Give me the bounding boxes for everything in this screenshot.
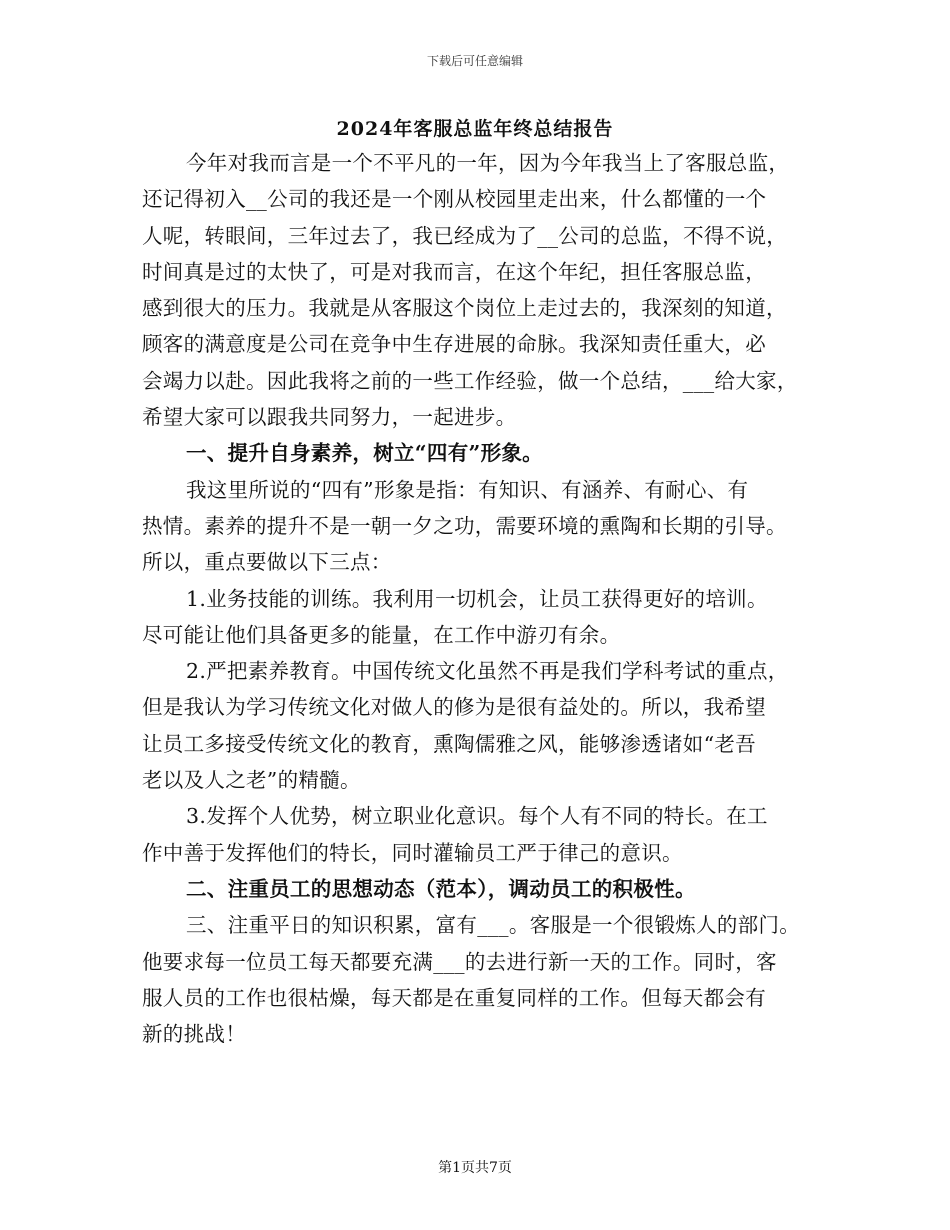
section-heading: 二、注重员工的思想动态（范本），调动员工的积极性。 xyxy=(186,876,696,901)
paragraph-line: 会竭力以赴。因此我将之前的一些工作经验，做一个总结，___给大家， xyxy=(142,368,798,393)
paragraph-line: 还记得初入__公司的我还是一个刚从校园里走出来，什么都懂的一个 xyxy=(142,187,767,212)
paragraph-line: 新的挑战！ xyxy=(142,1022,246,1047)
paragraph-line: 我这里所说的“四有”形象是指：有知识、有涵养、有耐心、有 xyxy=(186,477,749,502)
paragraph-line: 让员工多接受传统文化的教育，熏陶儒雅之风，能够渗透诸如“老吾 xyxy=(142,731,756,756)
paragraph-line: 1.业务技能的训练。我利用一切机会，让员工获得更好的培训。 xyxy=(186,586,768,611)
paragraph-line: 作中善于发挥他们的特长，同时灌输员工严于律己的意识。 xyxy=(142,840,683,865)
paragraph-line: 3.发挥个人优势，树立职业化意识。每个人有不同的特长。在工 xyxy=(186,804,768,829)
paragraph-line: 热情。素养的提升不是一朝一夕之功，需要环境的熏陶和长期的引导。 xyxy=(142,513,787,538)
paragraph-line: 所以，重点要做以下三点： xyxy=(142,550,392,575)
paragraph-line: 感到很大的压力。我就是从客服这个岗位上走过去的，我深刻的知道， xyxy=(142,296,787,321)
paragraph-line: 但是我认为学习传统文化对做人的修为是很有益处的。所以，我希望 xyxy=(142,695,766,720)
paragraph-line: 老以及人之老”的精髓。 xyxy=(142,768,361,793)
paragraph-line: 今年对我而言是一个不平凡的一年，因为今年我当上了客服总监， xyxy=(186,151,790,175)
document-title: 2024年客服总监年终总结报告 xyxy=(336,118,614,140)
paragraph-line: 人呢，转眼间，三年过去了，我已经成为了__公司的总监，不得不说， xyxy=(142,223,788,248)
paragraph-line: 2.严把素养教育。中国传统文化虽然不再是我们学科考试的重点， xyxy=(186,659,789,684)
section-heading: 一、提升自身素养，树立“四有”形象。 xyxy=(186,441,543,466)
document-body xyxy=(142,145,822,1052)
page-indicator: 第1页共7页 xyxy=(438,1160,512,1176)
paragraph-line: 希望大家可以跟我共同努力，一起进步。 xyxy=(142,405,517,430)
paragraph-line: 服人员的工作也很枯燥，每天都是在重复同样的工作。但每天都会有 xyxy=(142,985,766,1010)
header-note: 下载后可任意编辑 xyxy=(426,54,523,68)
paragraph-line: 尽可能让他们具备更多的能量，在工作中游刃有余。 xyxy=(142,622,621,647)
paragraph-line: 时间真是过的太快了，可是对我而言，在这个年纪，担任客服总监， xyxy=(142,259,766,284)
paragraph-line: 他要求每一位员工每天都要充满___的去进行新一天的工作。同时，客 xyxy=(142,949,777,974)
paragraph-line: 三、注重平日的知识积累，富有___。客服是一个很锻炼人的部门。 xyxy=(186,913,801,938)
paragraph-line: 顾客的满意度是公司在竞争中生存进展的命脉。我深知责任重大，必 xyxy=(142,332,766,357)
